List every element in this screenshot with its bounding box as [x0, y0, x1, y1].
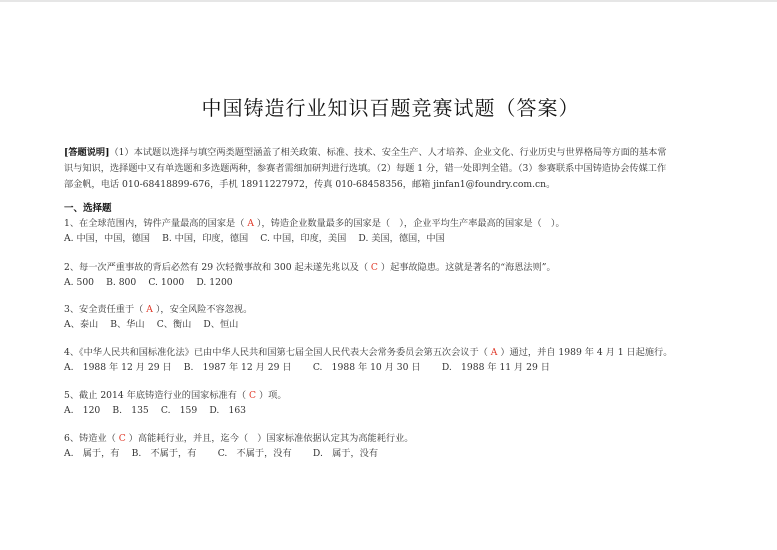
question-6: [64, 431, 724, 461]
question-stem: 6、铸造业（ C ）高能耗行业，并且，迄今（ ）国家标准依据认定其为高能耗行业。: [64, 433, 414, 444]
question-stem: 2、每一次严重事故的背后必然有 29 次轻微事故和 300 起未遂先兆以及（ C ）起事故隐患。这就是著名的“海恩法则”。: [64, 262, 556, 273]
question-options: A. 属于，有 B. 不属于，有 C. 不属于，没有 D. 属于，没有: [64, 448, 379, 459]
answer-mark: C: [368, 262, 381, 273]
instructions-line-2: 识与知识，选择题中又有单选题和多选题两种，参赛者需细加研判进行选填。（2）每题 1 分，错一处即判全错。（3）参赛联系中国铸造协会传媒工作: [64, 163, 667, 174]
page-top-edge: [0, 0, 777, 2]
question-options: A、泰山 B、华山 C、衡山 D、恒山: [64, 319, 239, 330]
question-1: [64, 216, 724, 246]
instructions-label: [答题说明]: [64, 147, 110, 158]
answer-mark: A: [244, 218, 257, 229]
document-title: 中国铸造行业知识百题竞赛试题（答案）: [201, 96, 580, 120]
question-options: A. 中国，中国，德国 B. 中国，印度，德国 C. 中国，印度，美国 D. 美国，德国，中国: [64, 233, 445, 244]
section-heading: 一、选择题: [64, 203, 112, 214]
question-2: [64, 260, 724, 290]
answer-mark: C: [115, 433, 129, 444]
instructions-line-1: （1）本试题以选择与填空两类题型涵盖了相关政策、标准、技术、安全生产、人才培养、企业文化、行业历史与世界格局等方面的基本常: [109, 147, 667, 158]
question-3: [64, 302, 724, 332]
instructions-paragraph: [64, 145, 720, 193]
answer-mark: A: [487, 347, 501, 358]
instructions-line-3: 部金帆，电话 010-68418899-676，手机 18911227972，传真 010-68458356，邮箱 jinfan1@foundry.com.cn。: [64, 179, 556, 190]
answer-mark: A: [143, 304, 156, 315]
answer-mark: C: [246, 390, 259, 401]
question-5: [64, 388, 724, 418]
question-stem: 3、安全责任重于（ A ），安全风险不容忽视。: [64, 304, 253, 315]
question-stem: 5、截止 2014 年底铸造行业的国家标准有（ C ）项。: [64, 390, 287, 401]
question-stem: 4、《中华人民共和国标准化法》已由中华人民共和国第七届全国人民代表大会常务委员会第五次会议于（ A ）通过，并自 1989 年 4 月 1 日起施行。: [64, 347, 673, 358]
question-4: [64, 345, 724, 375]
question-options: A. 1988 年 12 月 29 日 B. 1987 年 12 月 29 日 C. 1988 年 10 月 30 日 D. 1988 年 11 月 29 日: [64, 362, 550, 373]
question-options: A. 500 B. 800 C. 1000 D. 1200: [64, 277, 233, 288]
question-stem: 1、在全球范围内，铸件产量最高的国家是（ A ），铸造企业数量最多的国家是（ ），企业平均生产率最高的国家是（ ）。: [64, 218, 565, 229]
question-options: A. 120 B. 135 C. 159 D. 163: [64, 405, 247, 416]
